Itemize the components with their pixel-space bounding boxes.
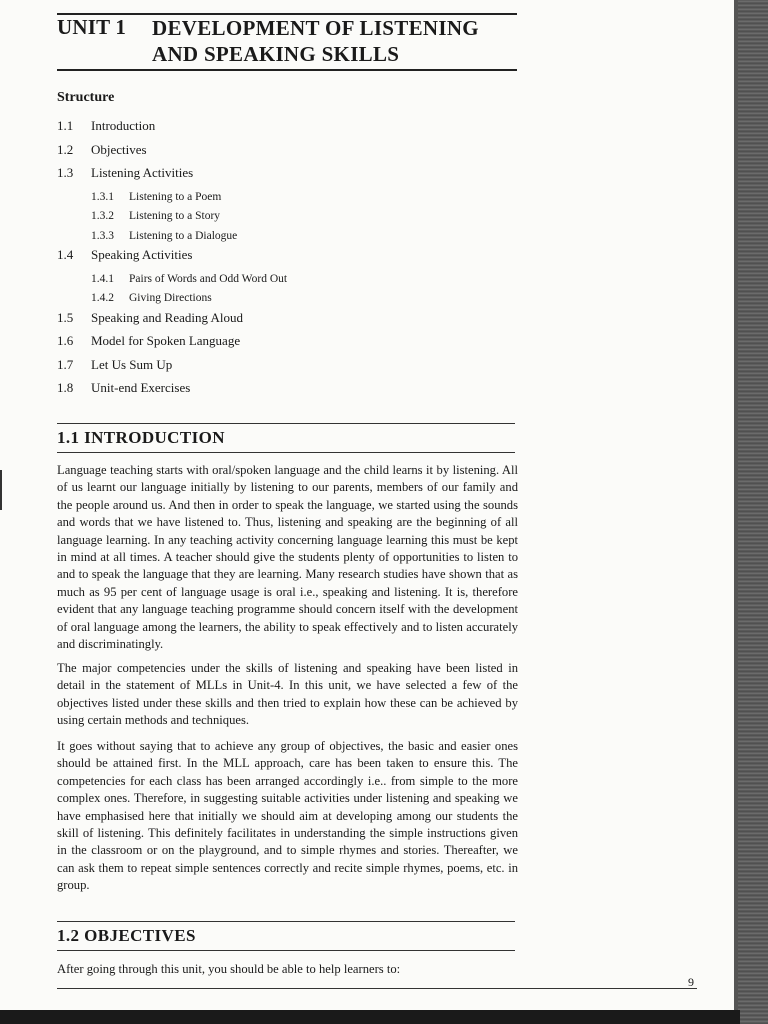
unit-title: DEVELOPMENT OF LISTENING AND SPEAKING SKILLS [152,16,479,66]
toc-item [57,310,477,334]
toc-item [57,189,477,209]
toc-item-title: Model for Spoken Language [91,333,241,348]
toc-item-title: Giving Directions [129,292,212,304]
toc-item-title: Listening to a Poem [129,190,222,203]
toc-item [57,357,477,381]
toc-item-number: 1.8 [57,380,74,395]
intro-paragraph-3: It goes without saying that to achieve any group of objectives, the basic and easier ones should be attained first. In the MLL approach, care has been taken to ensure this. The competencies for each class has been arranged accordingly i.e.. from simple to the more complex ones. Therefore, in suggesting suitable activities under listening and speaking we have emphasised here that initially we should aim at developing among our students the skill of listening. This definitely facilitates in understanding the simple instructions given in the classroom or on the playground, and to simple rhymes and stories. Thereafter, we can ask them to repeat simple sentences correctly and recite simple rhymes, poems, etc. in group. [57,739,518,893]
toc-item [57,165,477,189]
toc-item-title: Speaking and Reading Aloud [91,309,244,325]
objectives-paragraph: After going through this unit, you should be able to help learners to: [57,962,401,976]
scan-bottom-shadow [0,1010,740,1024]
toc-item-title: Objectives [91,141,147,157]
toc-item [57,271,477,291]
toc-item-number: 1.5 [57,309,74,325]
scan-mark [0,470,2,510]
page-binding-edge [738,0,768,1024]
toc-item-number: 1.1 [57,118,74,133]
toc-item [57,142,477,166]
structure-heading: Structure [57,90,115,105]
toc-item-title: Introduction [91,118,156,133]
intro-paragraph-2: The major competencies under the skills of listening and speaking have been listed in detail in the statement of MLLs in Unit-4. In this unit, we have selected a few of the objectives listed under these skills and then tried to explain how these can be achieved by using certain methods and techniques. [57,661,518,728]
toc-item [57,290,477,310]
toc-item-number: 1.4 [57,247,74,262]
toc-item-number: 1.3 [57,165,74,180]
toc-item [57,247,477,271]
introduction-heading: 1.1 INTRODUCTION [57,423,515,453]
toc-item-number: 1.6 [57,333,74,348]
footer-rule [57,988,697,989]
toc-item-title: Let Us Sum Up [91,356,173,372]
table-of-contents [57,118,477,404]
page-binding-shadow [734,0,738,1024]
toc-item-number: 1.2 [57,141,74,157]
toc-item [57,228,477,248]
toc-item [57,333,477,357]
toc-item-number: 1.3.3 [91,229,114,242]
toc-item-number: 1.3.1 [91,190,114,203]
objectives-heading: 1.2 OBJECTIVES [57,921,515,951]
toc-item [57,118,477,142]
unit-number: UNIT 1 [57,15,127,39]
toc-item [57,380,477,404]
toc-item-title: Listening Activities [91,165,194,180]
toc-item-number: 1.4.2 [91,292,114,304]
toc-item-title: Listening to a Story [129,210,221,222]
unit-header [57,13,517,71]
toc-item-number: 1.3.2 [91,210,114,222]
toc-item-title: Pairs of Words and Odd Word Out [129,272,288,285]
toc-item-number: 1.4.1 [91,272,114,285]
toc-item-title: Listening to a Dialogue [129,229,238,242]
intro-paragraph-1: Language teaching starts with oral/spoken language and the child learns it by listening. All of us learnt our language initially by listening to our parents, members of our family and the people around us. And then in order to speak the language, we started using the sounds and words that we have listened to. Thus, listening and speaking are the beginning of all language learning. In any teaching activity concerning language learning this must be kept in mind at all times. A teacher should give the students plenty of opportunities to listen to and to speak the language that they are learning. Many research studies have shown that as much as 95 per cent of language usage is oral i.e., speaking and listening. It is, therefore evident that any language teaching programme should concern itself with the development of oral language among the learners, the ability to speak effectively and to listen accurately and discriminatingly. [57,463,518,652]
toc-item [57,208,477,228]
toc-item-title: Speaking Activities [91,247,193,262]
page-number: 9 [688,975,694,989]
toc-item-number: 1.7 [57,356,74,372]
toc-item-title: Unit-end Exercises [91,380,191,395]
